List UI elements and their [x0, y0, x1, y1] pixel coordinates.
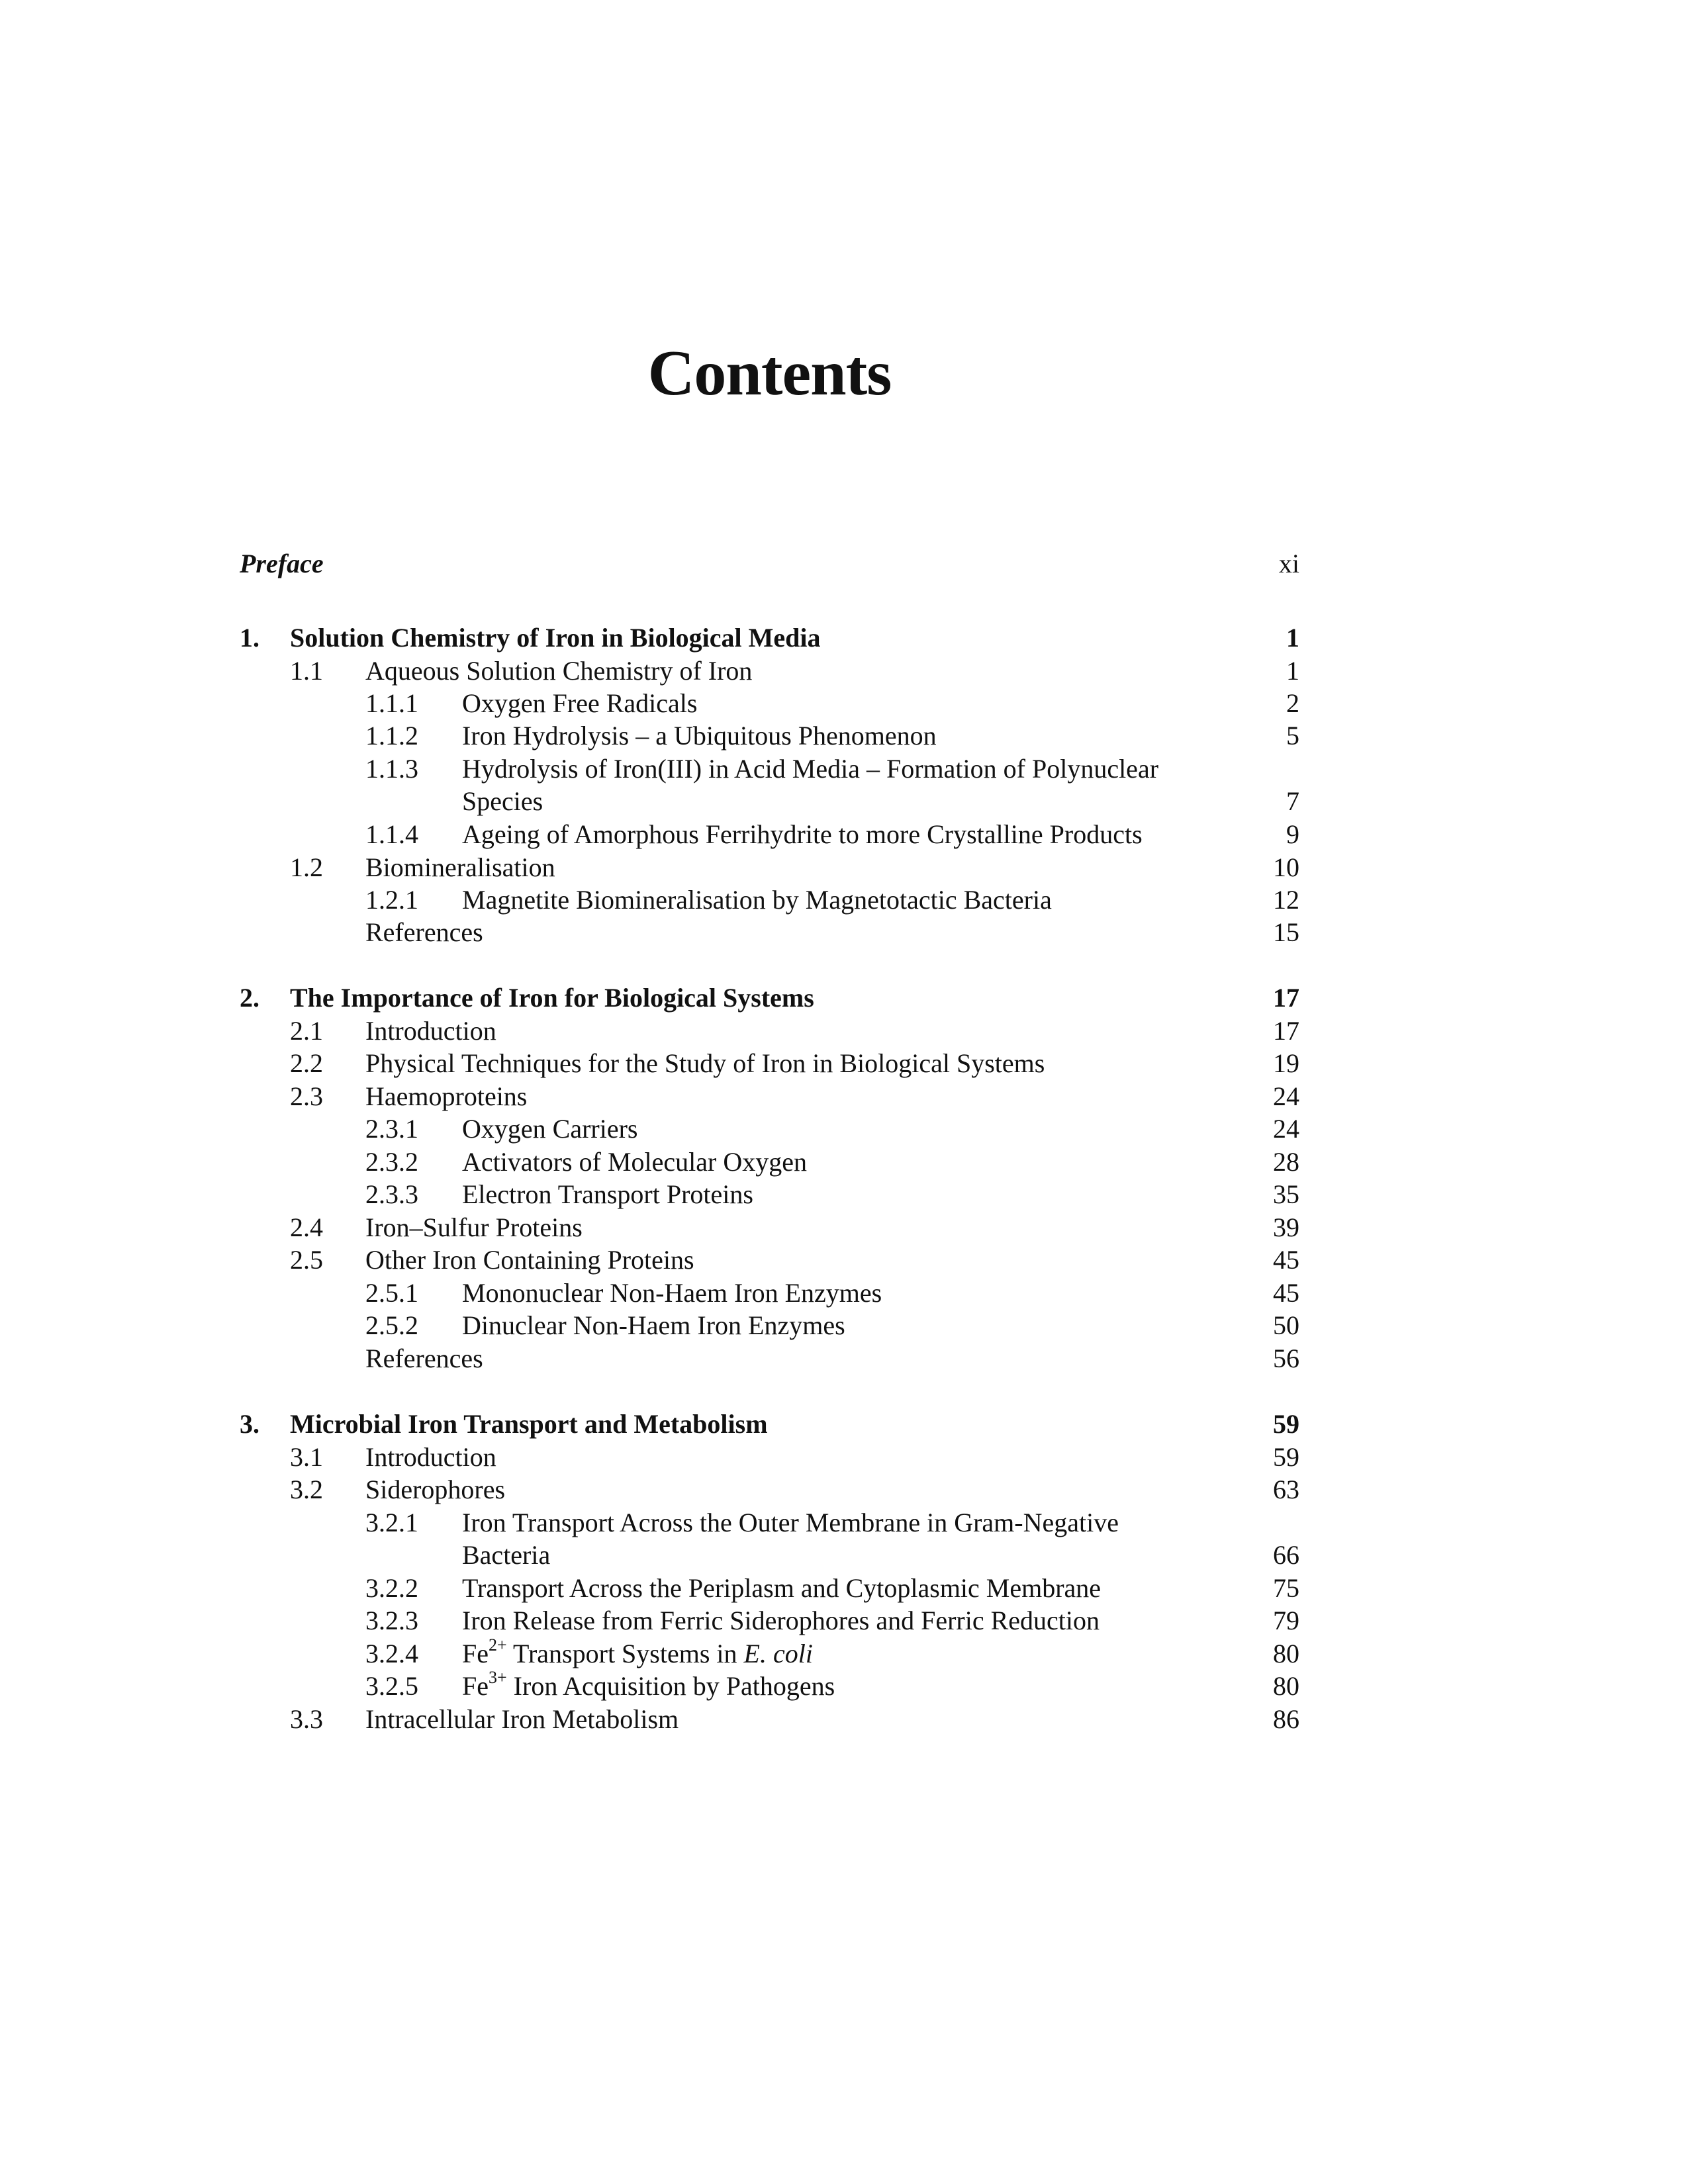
- toc-entry-number: 2.5: [290, 1245, 323, 1275]
- superscript-charge: 3+: [489, 1667, 507, 1687]
- toc-entry-number: 1.2.1: [365, 885, 418, 915]
- toc-entry-title: Iron–Sulfur Proteins: [365, 1212, 583, 1242]
- toc-entry-number: 1.1.2: [365, 721, 418, 751]
- title-part: Transport Systems in: [506, 1639, 744, 1668]
- toc-entry-page: 66: [1273, 1540, 1299, 1570]
- toc-entry-title-continued: Bacteria: [462, 1540, 551, 1570]
- superscript-charge: 2+: [489, 1635, 507, 1655]
- toc-entry-title: Electron Transport Proteins: [462, 1179, 753, 1209]
- toc-entry-number: 2.4: [290, 1212, 323, 1242]
- toc-entry-number: 2.2: [290, 1048, 323, 1078]
- page-title: Contents: [647, 338, 892, 409]
- toc-entry-title: References: [365, 1343, 483, 1373]
- toc-entry-page: 35: [1273, 1179, 1299, 1209]
- toc-entry-title: Oxygen Free Radicals: [462, 688, 698, 718]
- toc-entry-number: 2.3.1: [365, 1114, 418, 1144]
- toc-entry-page: 28: [1273, 1147, 1299, 1177]
- toc-entry-page: 45: [1273, 1278, 1299, 1308]
- toc-entry-title-continued: Species: [462, 786, 543, 816]
- toc-entry-title: Oxygen Carriers: [462, 1114, 638, 1144]
- toc-entry-number: 3.2: [290, 1475, 323, 1504]
- toc-entry-page: 17: [1273, 983, 1299, 1013]
- toc-references-2[interactable]: [0, 1342, 1688, 1382]
- toc-entry-page: 10: [1273, 852, 1299, 882]
- title-italic-part: E. coli: [743, 1639, 813, 1668]
- toc-entry-title: Iron Release from Ferric Siderophores and Ferric Reduction: [462, 1606, 1100, 1635]
- toc-entry-title: Introduction: [365, 1016, 496, 1046]
- toc-entry-page: 5: [1286, 721, 1299, 751]
- toc-entry-number: 1.1.1: [365, 688, 418, 718]
- toc-entry-number: 1.1: [290, 656, 323, 686]
- toc-entry-number: 3.2.4: [365, 1639, 418, 1668]
- toc-entry-title: Magnetite Biomineralisation by Magnetotactic Bacteria: [462, 885, 1052, 915]
- toc-entry-title: Physical Techniques for the Study of Iron in Biological Systems: [365, 1048, 1045, 1078]
- toc-entry-page: 79: [1273, 1606, 1299, 1635]
- toc-entry-number: 2.1: [290, 1016, 323, 1046]
- toc-entry-title: Haemoproteins: [365, 1081, 528, 1111]
- toc-entry-number: 3.3: [290, 1704, 323, 1734]
- toc-entry-page: 19: [1273, 1048, 1299, 1078]
- toc-entry-page: 1: [1286, 623, 1299, 653]
- toc-entry-number: 2.3: [290, 1081, 323, 1111]
- toc-entry-title: Activators of Molecular Oxygen: [462, 1147, 807, 1177]
- toc-entry-title: [462, 1637, 813, 1670]
- toc-entry-page: 24: [1273, 1114, 1299, 1144]
- toc-entry-number: 2.5.2: [365, 1310, 418, 1340]
- toc-entry-page: 50: [1273, 1310, 1299, 1340]
- toc-entry-title: [462, 1667, 835, 1703]
- toc-entry-number: 3.2.5: [365, 1671, 418, 1701]
- title-part: Iron Acquisition by Pathogens: [506, 1671, 835, 1701]
- toc-entry-number: 1.2: [290, 852, 323, 882]
- toc-entry-number: 2.3.3: [365, 1179, 418, 1209]
- toc-entry-title: Other Iron Containing Proteins: [365, 1245, 694, 1275]
- toc-entry-page: 56: [1273, 1343, 1299, 1373]
- toc-entry-page: 2: [1286, 688, 1299, 718]
- toc-entry-page: 86: [1273, 1704, 1299, 1734]
- toc-entry-number: 2.5.1: [365, 1278, 418, 1308]
- toc-entry-number: 3.1: [290, 1442, 323, 1472]
- toc-entry-number: 1.: [240, 623, 259, 653]
- title-part: Fe: [462, 1639, 489, 1668]
- toc-entry-page: 24: [1273, 1081, 1299, 1111]
- toc-entry-page: 59: [1273, 1442, 1299, 1472]
- toc-entry-number: 2.: [240, 983, 259, 1013]
- toc-entry-page: 9: [1286, 819, 1299, 849]
- toc-section-3-3[interactable]: [0, 1703, 1688, 1743]
- toc-entry-page: 75: [1273, 1573, 1299, 1603]
- toc-entry-title: Intracellular Iron Metabolism: [365, 1704, 679, 1734]
- toc-entry-title: References: [365, 917, 483, 947]
- toc-references-1[interactable]: [0, 916, 1688, 956]
- toc-entry-title: Microbial Iron Transport and Metabolism: [290, 1409, 768, 1439]
- toc-entry-page: 45: [1273, 1245, 1299, 1275]
- toc-entry-title: Biomineralisation: [365, 852, 555, 882]
- toc-entry-page: 39: [1273, 1212, 1299, 1242]
- toc-entry-title: Iron Hydrolysis – a Ubiquitous Phenomenon: [462, 721, 937, 751]
- toc-entry-title: Mononuclear Non-Haem Iron Enzymes: [462, 1278, 882, 1308]
- toc-entry-title: The Importance of Iron for Biological Systems: [290, 983, 814, 1013]
- toc-entry-number: 3.: [240, 1409, 259, 1439]
- toc-entry-number: 2.3.2: [365, 1147, 418, 1177]
- toc-entry-page: xi: [1278, 549, 1299, 578]
- toc-entry-number: 1.1.3: [365, 754, 418, 784]
- title-part: Fe: [462, 1671, 489, 1701]
- toc-entry-preface[interactable]: [0, 547, 1688, 587]
- toc-entry-page: 1: [1286, 656, 1299, 686]
- toc-entry-page: 7: [1286, 786, 1299, 816]
- toc-entry-title: Ageing of Amorphous Ferrihydrite to more Crystalline Products: [462, 819, 1143, 849]
- toc-entry-number: 3.2.2: [365, 1573, 418, 1603]
- toc-entry-page: 63: [1273, 1475, 1299, 1504]
- toc-entry-title: Dinuclear Non-Haem Iron Enzymes: [462, 1310, 845, 1340]
- toc-entry-title: Iron Transport Across the Outer Membrane in Gram-Negative: [462, 1508, 1119, 1537]
- toc-entry-title: Solution Chemistry of Iron in Biological Media: [290, 623, 821, 653]
- toc-entry-page: 17: [1273, 1016, 1299, 1046]
- toc-entry-title: Hydrolysis of Iron(III) in Acid Media – Formation of Polynuclear: [462, 754, 1159, 784]
- toc-entry-title: Siderophores: [365, 1475, 506, 1504]
- toc-entry-number: 1.1.4: [365, 819, 418, 849]
- toc-entry-title: Introduction: [365, 1442, 496, 1472]
- toc-entry-page: 80: [1273, 1671, 1299, 1701]
- toc-entry-title: Transport Across the Periplasm and Cytoplasmic Membrane: [462, 1573, 1102, 1603]
- toc-entry-page: 12: [1273, 885, 1299, 915]
- toc-entry-title: Preface: [240, 549, 324, 578]
- toc-entry-page: 15: [1273, 917, 1299, 947]
- toc-entry-number: 3.2.3: [365, 1606, 418, 1635]
- toc-entry-number: 3.2.1: [365, 1508, 418, 1537]
- toc-entry-page: 59: [1273, 1409, 1299, 1439]
- toc-entry-page: 80: [1273, 1639, 1299, 1668]
- toc-entry-title: Aqueous Solution Chemistry of Iron: [365, 656, 753, 686]
